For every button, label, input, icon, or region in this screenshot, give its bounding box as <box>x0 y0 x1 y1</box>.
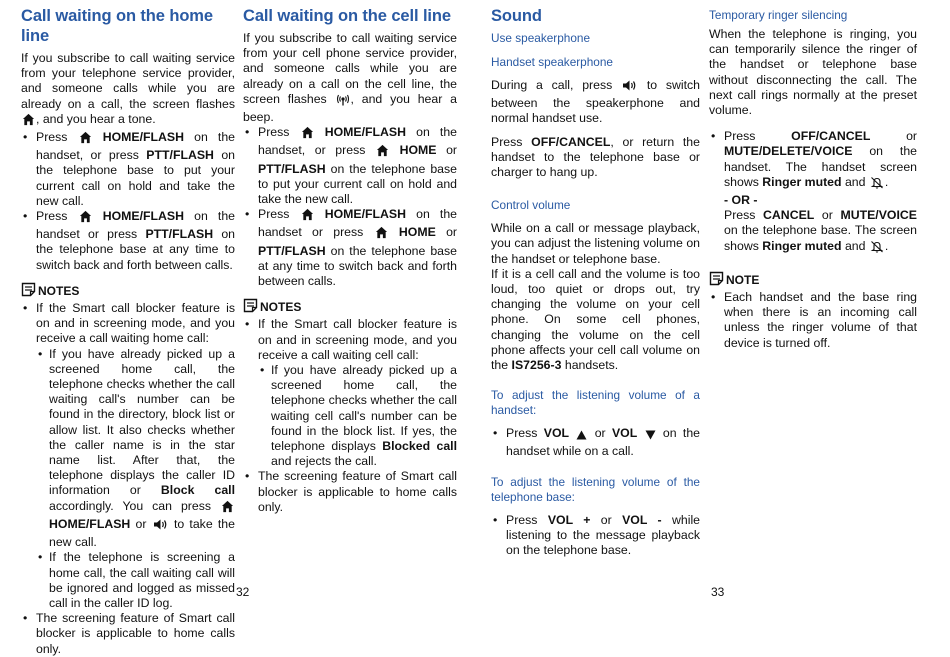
notes-heading: NOTES <box>21 282 235 301</box>
list-item: • Press HOME/FLASH on the handset, or press HOME or PTT/FLASH on the telephone base to put your current call on hold and take the new call. <box>243 125 457 207</box>
note-icon <box>709 271 726 290</box>
paragraph: During a call, press to switch between the speakerphone and normal handset use. <box>491 78 700 126</box>
instruction-list <box>709 129 917 257</box>
list-item: • Press HOME/FLASH on the handset or press HOME or PTT/FLASH on the telephone base at any time to switch back and forth between calls. <box>243 207 457 289</box>
home-icon <box>301 126 314 143</box>
or-separator: - OR - <box>724 193 758 208</box>
intro-paragraph: If you subscribe to call waiting service from your cell phone service provider, and someone calls while you are already on a call on the cell line, the screen flashes , and you hear a beep. <box>243 31 457 125</box>
intro-paragraph: If you subscribe to call waiting service from your telephone service provider, and someone calls while you are already on a call, the screen flashes , and you hear a tone. <box>21 51 235 130</box>
list-item: • Press VOL or VOL on the handset while on a call. <box>491 426 700 459</box>
subheading-handset-volume: To adjust the listening volume of a handset: <box>491 388 700 418</box>
list-item: • Press HOME/FLASH on the handset, or press PTT/FLASH on the telephone base to put your current call on hold and take the new call. <box>21 130 235 209</box>
paragraph: If it is a cell call and the volume is too loud, too quiet or drops out, try changing the volume on your cell phone. On some cell phones, changing the volume on the cell phone affects your cell call volume on the IS7256-3 handsets. <box>491 266 700 373</box>
section-title: Sound <box>491 7 542 25</box>
column-ringer-silencing <box>709 8 917 351</box>
paragraph: While on a call or message playback, you can adjust the listening volume on the handset or telephone base. <box>491 221 700 266</box>
section-title: Call waiting on the cell line <box>243 7 451 25</box>
list-item: • If you have already picked up a screened home call, the telephone checks whether the call waiting cell call's number can be found in the block list. If yes, the telephone displays Blocked call and rejects the call. <box>258 363 457 469</box>
column-home-call-waiting <box>21 6 235 657</box>
note-heading: NOTE <box>709 271 917 290</box>
sub-list <box>258 363 457 469</box>
instruction-list <box>491 426 700 459</box>
subheading-base-volume: To adjust the listening volume of the telephone base: <box>491 474 700 504</box>
paragraph: Press OFF/CANCEL, or return the handset to the telephone base or charger to hang up. <box>491 134 700 180</box>
triangle-up-icon <box>576 429 587 444</box>
list-item: • Press OFF/CANCEL or MUTE/DELETE/VOICE on the handset. The handset screen shows Ringer muted and . - OR - Press CANCEL or MUTE/VOICE on the telephone base. The screen shows Ringer muted and . <box>709 129 917 257</box>
list-item: • Press HOME/FLASH on the handset or press PTT/FLASH on the telephone base at any time to switch back and forth between calls. <box>21 209 235 273</box>
triangle-down-icon <box>645 429 656 444</box>
home-icon <box>22 113 35 130</box>
speaker-icon <box>153 518 168 535</box>
subheading-ringer-silencing: Temporary ringer silencing <box>709 8 848 22</box>
paragraph: When the telephone is ringing, you can temporarily silence the ringer of the handset or telephone base without disconnecting the call. The next call rings normally at the preset volume. <box>709 27 917 118</box>
list-item: • Each handset and the base ring when there is an incoming call unless the ringer volume of that device is turned off. <box>709 290 917 351</box>
list-item: • The screening feature of Smart call blocker is applicable to home calls only. <box>21 611 235 657</box>
home-icon <box>79 131 92 148</box>
page-number-right: 33 <box>711 585 725 599</box>
list-item: • If the Smart call blocker feature is on and in screening mode, and you receive a call waiting cell call: • If you have already picked up a screened home call, the telephone checks whether the call waiting cell call's number can be found in the block list. If yes, the telephone displays Blocked call and rejects the call. <box>243 317 457 469</box>
notes-list <box>709 290 917 351</box>
list-item: • Press VOL + or VOL - while listening to the message playback on the telephone base. <box>491 513 700 559</box>
subheading-handset-speakerphone: Handset speakerphone <box>491 55 613 69</box>
bell-off-icon <box>870 176 884 193</box>
section-title: Call waiting on the home line <box>21 7 213 45</box>
column-cell-call-waiting <box>243 6 457 515</box>
column-sound <box>491 6 700 558</box>
bell-off-icon <box>870 240 884 257</box>
instruction-list <box>491 513 700 559</box>
page-number-left: 32 <box>236 585 250 599</box>
home-icon <box>376 144 389 161</box>
list-item: • If the telephone is screening a home call, the call waiting call will be ignored and logged as missed call in the caller ID log. <box>36 550 235 611</box>
notes-list <box>21 301 235 657</box>
notes-heading: NOTES <box>243 298 457 317</box>
alternate-instruction: Press CANCEL or MUTE/VOICE on the telephone base. The screen shows Ringer muted and . <box>724 208 917 257</box>
note-icon <box>21 282 38 301</box>
list-item: • If you have already picked up a screened home call, the telephone checks whether the call waiting call's number can be found in the directory, block list or allow list. It also checks whether the caller name is in the star name list. After that, the telephone displays the caller ID information or Block call accordingly. You can press HOME/FLASH or to take the new call. <box>36 347 235 551</box>
list-item: • If the Smart call blocker feature is on and in screening mode, and you receive a call waiting home call: • If you have already picked up a screened home call, the telephone checks whether the call waiting call's number can be found in the directory, block list or allow list. It also checks whether the caller name is in the star name list. After that, the telephone displays the caller ID information or Block call accordingly. You can press HOME/FLASH or to take the new call. • If the telephone is screening a home call, the call waiting call will be ignored and logged as missed call in the caller ID log. <box>21 301 235 611</box>
home-icon <box>301 208 314 225</box>
ringing-icon <box>336 93 350 110</box>
speaker-icon <box>622 79 637 96</box>
list-item: • The screening feature of Smart call blocker is applicable to home calls only. <box>243 469 457 515</box>
subheading-control-volume: Control volume <box>491 198 571 213</box>
instruction-list <box>21 130 235 273</box>
subheading-use-speakerphone: Use speakerphone <box>491 31 591 45</box>
instruction-list <box>243 125 457 289</box>
home-icon <box>79 210 92 227</box>
home-icon <box>221 500 234 517</box>
notes-list <box>243 317 457 515</box>
note-icon <box>243 298 260 317</box>
home-icon <box>375 226 388 243</box>
sub-list <box>36 347 235 611</box>
